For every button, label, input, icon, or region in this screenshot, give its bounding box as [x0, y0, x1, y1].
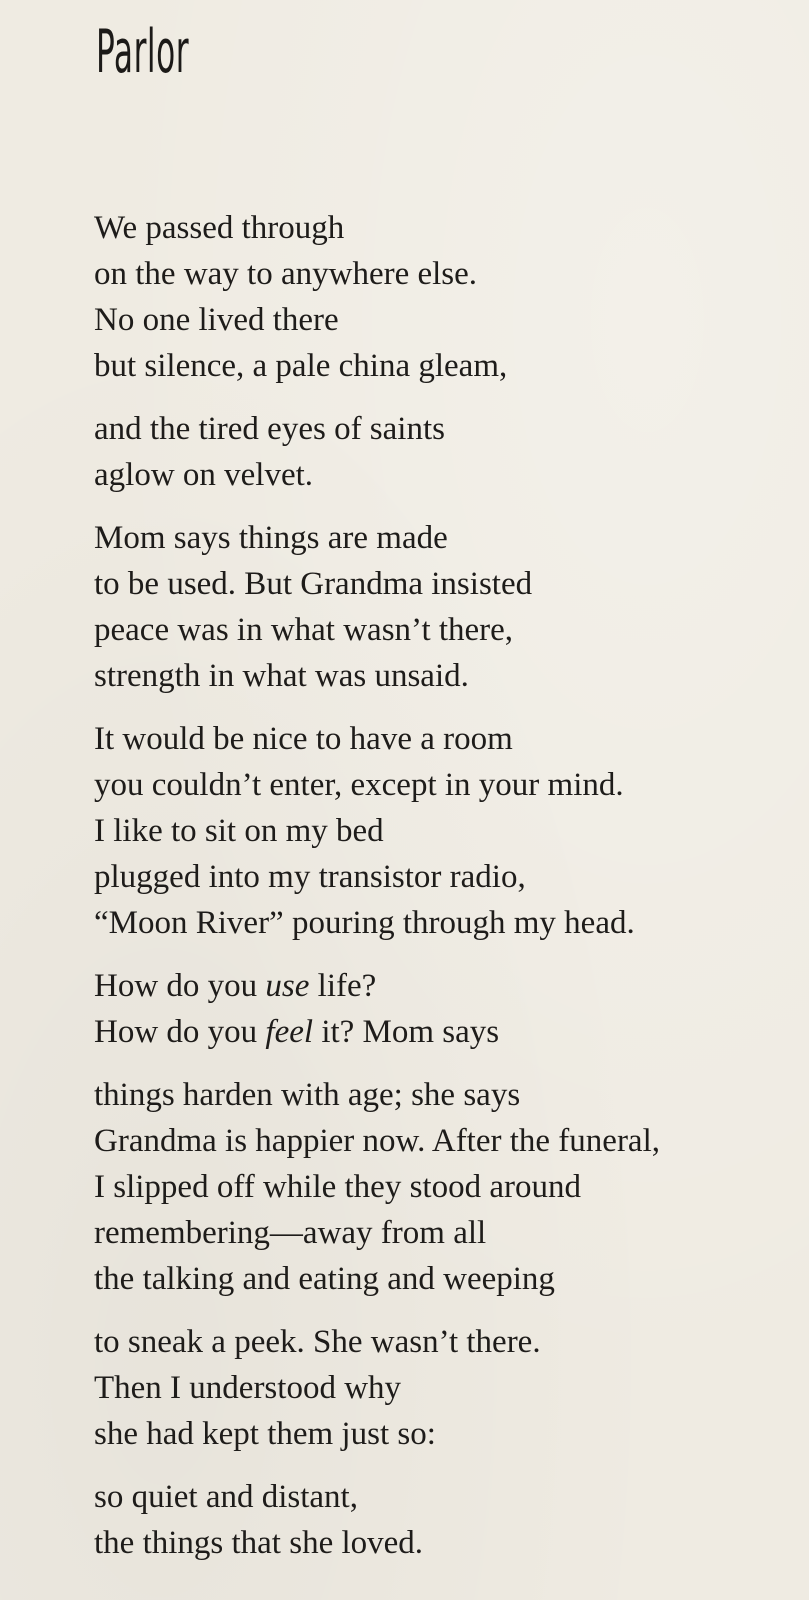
poem-line: “Moon River” pouring through my head. [94, 905, 635, 941]
stanza-5 [94, 963, 794, 1055]
poem-line: Grandma is happier now. After the funeral, [94, 1123, 660, 1159]
poem-line: Mom says things are made [94, 520, 448, 556]
poem-line: and the tired eyes of saints [94, 411, 445, 447]
poem-line: We passed through [94, 210, 345, 246]
poem-line: you couldn’t enter, except in your mind. [94, 767, 624, 803]
poem-title: Parlor [96, 17, 190, 87]
poem-line: No one lived there [94, 302, 339, 338]
poem-line: It would be nice to have a room [94, 721, 513, 757]
line-text: life? [309, 968, 377, 1004]
poem-line: on the way to anywhere else. [94, 256, 478, 292]
poem-line: strength in what was unsaid. [94, 658, 469, 694]
poem-line: the talking and eating and weeping [94, 1261, 555, 1297]
stanza-6 [94, 1072, 794, 1302]
poem-line: the things that she loved. [94, 1525, 424, 1561]
stanza-1 [94, 205, 794, 389]
stanza-8 [94, 1474, 794, 1566]
stanza-4 [94, 716, 794, 946]
line-text: How do you [94, 968, 266, 1004]
poem-line: but silence, a pale china gleam, [94, 348, 508, 384]
poem-line [94, 1009, 794, 1055]
poem-line: she had kept them just so: [94, 1416, 436, 1452]
poem-line: things harden with age; she says [94, 1077, 521, 1113]
poem-line: I slipped off while they stood around [94, 1169, 581, 1205]
poem-line: Then I understood why [94, 1370, 402, 1406]
stanza-2 [94, 406, 794, 498]
poem-line: so quiet and distant, [94, 1479, 358, 1515]
poem-line: aglow on velvet. [94, 457, 314, 493]
poem-line: to sneak a peek. She wasn’t there. [94, 1324, 541, 1360]
italic-word: feel [265, 1014, 314, 1050]
poem-body [94, 205, 794, 1583]
poem-line: remembering—away from all [94, 1215, 487, 1251]
poem-line: peace was in what wasn’t there, [94, 612, 514, 648]
stanza-7 [94, 1319, 794, 1457]
line-text: How do you [94, 1014, 266, 1050]
poem-line: to be used. But Grandma insisted [94, 566, 533, 602]
line-text: it? Mom says [313, 1014, 500, 1050]
italic-word: use [265, 968, 310, 1004]
stanza-3 [94, 515, 794, 699]
poem-line: I like to sit on my bed [94, 813, 384, 849]
poem-line: plugged into my transistor radio, [94, 859, 526, 895]
poem-line [94, 963, 794, 1009]
